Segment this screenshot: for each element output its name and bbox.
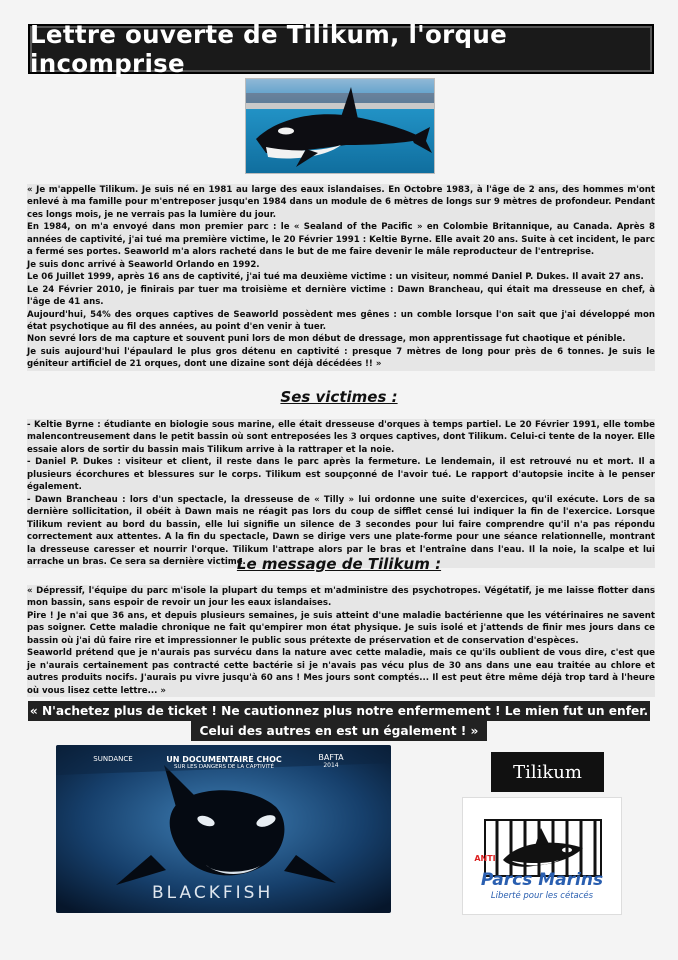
- message-paragraph: Seaworld prétend que je n'aurais pas survécu dans la nature avec cette maladie, mais ce qu'ils oublient de vous dire, c'est que je n'aurais certainement pas contracté cette bactérie si je n'avais pas vécu plus de 30 ans dans une eau traitée au chlore et autres produits nocifs. J'aurais pu vivre jusqu'à 60 ans ! Mes jours sont comptés... Il est peut être même déjà trop tard à l'heure où vous lisez cette lettre... »: [27, 648, 655, 696]
- intro-letter: [27, 184, 655, 371]
- victim-entry: - Keltie Byrne : étudiante en biologie sous marine, elle était dresseuse d'orques à temps partiel. Le 20 Février 1991, elle tombe malencontreusement dans le petit bassin où sont entreposées les 3 orques captives, dont Tilikum. Celui-ci tente de la noyer. Elle essaie alors de sortir du bassin mais Tilikum arrive à la rattraper et la noie.: [27, 420, 655, 455]
- bafta-laurel: [306, 753, 356, 769]
- tilikum-label-box: [491, 752, 604, 792]
- anti-parcs-marins-logo: [462, 797, 622, 915]
- orca-photo-illustration: [246, 79, 434, 173]
- intro-paragraph: Le 24 Février 2010, je finirais par tuer ma troisième et dernière victime : Dawn Brancheau, qui était ma dresseuse en chef, à l'âge de 41 ans.: [27, 284, 655, 308]
- logo-name: Parcs Marins: [480, 870, 604, 890]
- victim-entry: - Dawn Brancheau : lors d'un spectacle, la dresseuse de « Tilly » lui ordonne une suite d'exercices, qu'il exécute. Lors de sa dernière sollicitation, il obéit à Dawn mais ne réagit pas lors du coup de sifflet censé lui indiquer la fin de l'exercice. Lorsque Tilikum revient au bord du bassin, elle lui signifie un silence de 3 secondes pour lui faire comprendre qu'il n'a pas répondu correctement aux attentes. A la fin du spectacle, Dawn se dirige vers une plate-forme pour une séance relationnelle, montrant la dresseuse caresser et nourrir l'orque. Tilikum l'attrape alors par le bras et l'entraîne dans l'eau. Il la noie, la scalpe et lui arrache un bras. Ce sera sa dernière victime.: [27, 494, 655, 567]
- poster-tagline: [164, 755, 284, 770]
- tagline-line-2: SUR LES DANGERS DE LA CAPTIVITÉ: [174, 764, 274, 770]
- poster-film-title: BLACKFISH: [152, 883, 274, 903]
- intro-paragraph: Le 06 Juillet 1999, après 16 ans de captivité, j'ai tué ma deuxième victime : un visiteur, nommé Daniel P. Dukes. Il avait 27 ans.: [27, 271, 655, 283]
- bafta-year: 2014: [323, 762, 339, 769]
- victims-list: [27, 419, 655, 568]
- intro-paragraph: Aujourd'hui, 54% des orques captives de Seaworld possèdent mes gênes : un comble lorsque l'on sait que j'ai développé mon état psychotique au fil des années, au point d'en venir à tuer.: [27, 309, 655, 332]
- intro-paragraph: Je suis donc arrivé à Seaworld Orlando en 1992.: [27, 259, 655, 271]
- victim-entry: - Daniel P. Dukes : visiteur et client, il reste dans le parc après la fermeture. Le lendemain, il est retrouvé nu et mort. Il a plusieurs écorchures et blessures sur le corps. Tilikum est soupçonné de l'avoir tué. Le rapport d'autopsie incite à le penser également.: [27, 457, 655, 493]
- intro-paragraph: En 1984, on m'a envoyé dans mon premier parc : le « Sealand of the Pacific » en Colombie Britannique, au Canada. Après 8 années de captivité, j'ai tué ma première victime, le 20 Février 1991 : Keltie Byrne. Elle avait 20 ans. Suite à cet incident, le parc a fermé ses portes. Seaworld m'a alors racheté dans le but de me faire devenir le mâle reproducteur de l'entreprise.: [27, 222, 655, 258]
- page-title: Lettre ouverte de Tilikum, l'orque incomprise: [30, 20, 507, 78]
- victims-heading: Ses victimes :: [280, 388, 398, 406]
- page-title-bar: [28, 20, 654, 78]
- message-text: [27, 585, 655, 697]
- tilikum-label: Tilikum: [513, 761, 582, 783]
- tagline-line-1: UN DOCUMENTAIRE CHOC: [166, 755, 282, 764]
- intro-paragraph: « Je m'appelle Tilikum. Je suis né en 1981 au large des eaux islandaises. En Octobre 1983, à l'âge de 2 ans, des hommes m'ont enlevé à ma famille pour m'entreposer jusqu'en 1984 dans un module de 6 mètres de longs sur 9 mètres de profondeur. Pendant ces longs mois, je ne verrais pas la lumière du jour.: [27, 185, 655, 220]
- logo-anti: ANTI: [474, 854, 496, 863]
- bafta-label: BAFTA: [318, 753, 344, 762]
- logo-slogan: Liberté pour les cétacés: [490, 891, 594, 901]
- blackfish-poster: [56, 745, 391, 913]
- message-heading: Le message de Tilikum :: [236, 555, 442, 573]
- message-paragraph: « Dépressif, l'équipe du parc m'isole la plupart du temps et m'administre des psychotropes. Végétatif, je me laisse flotter dans mon bassin, sans espoir de revoir un jour les eaux islandaises.: [27, 586, 655, 609]
- banner-line-1: « N'achetez plus de ticket ! Ne cautionnez plus notre enfermement ! Le mien fut un enfer.: [28, 701, 650, 721]
- sundance-label: SUNDANCE: [93, 755, 133, 763]
- intro-paragraph: Non sevré lors de ma capture et souvent puni lors de mon début de dressage, mon apprentissage fut chaotique et pénible.: [27, 333, 655, 345]
- sundance-laurel: [88, 755, 138, 764]
- banner-line-2: Celui des autres en est un également ! »: [191, 721, 487, 741]
- intro-paragraph: Je suis aujourd'hui l'épaulard le plus gros détenu en captivité : presque 7 mètres de long pour près de 6 tonnes. Je suis le géniteur artificiel de 21 orques, dont une dizaine sont déjà décédées !! »: [27, 346, 655, 370]
- message-paragraph: Pire ! Je n'ai que 36 ans, et depuis plusieurs semaines, je suis atteint d'une maladie bactérienne que les vétérinaires ne savent pas soigner. Cette maladie chronique ne fait qu'empirer mon état physique. Je suis isolé et j'attends de finir mes jours dans ce bassin où j'ai dû faire rire et impressionner le public sous prétexte de préservation et de conservation d'espèces.: [27, 610, 655, 646]
- hero-orca-photo: [245, 78, 435, 174]
